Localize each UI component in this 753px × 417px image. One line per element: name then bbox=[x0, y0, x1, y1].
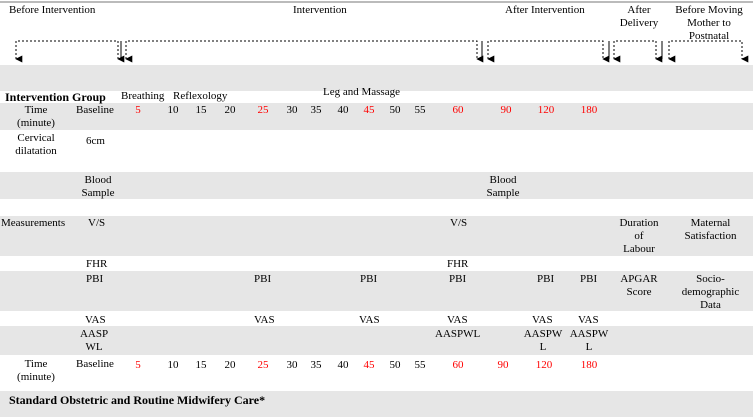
phase-after-intervention: After Intervention bbox=[505, 4, 585, 16]
time-label-bottom: Time (minute) bbox=[17, 358, 55, 383]
cervical-dilatation-value: 6cm bbox=[86, 135, 105, 147]
vs-60: V/S bbox=[450, 217, 468, 229]
time-point: 45 bbox=[363, 104, 375, 116]
time-point: 60 bbox=[452, 104, 464, 116]
duration-of-labour: Duration of Labour bbox=[619, 217, 659, 255]
aaspwl-180: AASPW L bbox=[569, 328, 609, 353]
time-point: 15 bbox=[195, 104, 207, 116]
aaspwl-120: AASPW L bbox=[523, 328, 563, 353]
time-point: 20 bbox=[224, 104, 236, 116]
blood-sample-baseline: Blood Sample bbox=[81, 174, 115, 199]
intervention-group-title: Intervention Group bbox=[5, 90, 106, 104]
time-point: 55 bbox=[414, 359, 426, 371]
socio-demographic-data: Socio- demographic Data bbox=[681, 273, 740, 311]
aaspwl-baseline: AASP WL bbox=[79, 328, 109, 353]
therapy-leg-massage: Leg and Massage bbox=[323, 86, 400, 98]
time-point: 120 bbox=[537, 104, 555, 116]
cervical-dilatation-label: Cervical dilatation bbox=[15, 132, 57, 157]
apgar-score: APGAR Score bbox=[620, 273, 658, 298]
time-point: 180 bbox=[580, 359, 598, 371]
vas-25: VAS bbox=[254, 314, 275, 326]
pbi-60: PBI bbox=[449, 273, 467, 285]
vas-baseline: VAS bbox=[85, 314, 106, 326]
baseline-bottom: Baseline bbox=[76, 358, 114, 370]
time-point: 40 bbox=[337, 104, 349, 116]
vas-120: VAS bbox=[532, 314, 553, 326]
vas-45: VAS bbox=[359, 314, 380, 326]
pbi-45: PBI bbox=[360, 273, 378, 285]
measurements-label: Measurements bbox=[1, 217, 66, 229]
arrow-after-delivery bbox=[614, 41, 656, 59]
time-point: 55 bbox=[414, 104, 426, 116]
time-point: 35 bbox=[310, 359, 322, 371]
time-point: 5 bbox=[135, 359, 141, 371]
vas-60: VAS bbox=[447, 314, 468, 326]
phase-after-delivery: After Delivery bbox=[619, 4, 659, 29]
pbi-baseline: PBI bbox=[86, 273, 104, 285]
time-point: 30 bbox=[286, 104, 298, 116]
time-point: 35 bbox=[310, 104, 322, 116]
maternal-satisfaction: Maternal Satisfaction bbox=[684, 217, 737, 242]
time-point: 180 bbox=[580, 104, 598, 116]
time-point: 120 bbox=[535, 359, 553, 371]
fhr-60: FHR bbox=[447, 258, 469, 270]
vas-180: VAS bbox=[578, 314, 599, 326]
time-point: 90 bbox=[500, 104, 512, 116]
control-group-title: Standard Obstetric and Routine Midwifery Care* bbox=[9, 393, 266, 407]
arrow-before-intervention bbox=[16, 41, 118, 59]
phase-before-intervention: Before Intervention bbox=[9, 4, 96, 16]
blood-sample-60: Blood Sample bbox=[486, 174, 520, 199]
pbi-180: PBI bbox=[580, 273, 598, 285]
pbi-120: PBI bbox=[537, 273, 555, 285]
time-point: 50 bbox=[389, 104, 401, 116]
time-point: 25 bbox=[257, 359, 269, 371]
time-point: 30 bbox=[286, 359, 298, 371]
time-point: 90 bbox=[497, 359, 509, 371]
time-point: 10 bbox=[167, 104, 179, 116]
arrow-after-intervention bbox=[488, 41, 603, 59]
fhr-baseline: FHR bbox=[86, 258, 108, 270]
therapy-reflexology: Reflexology bbox=[173, 90, 228, 102]
time-point: 20 bbox=[224, 359, 236, 371]
time-point: 25 bbox=[257, 104, 269, 116]
aaspwl-60: AASPWL bbox=[435, 328, 481, 340]
arrow-intervention bbox=[126, 41, 477, 59]
time-point: 45 bbox=[363, 359, 375, 371]
time-point: 50 bbox=[389, 359, 401, 371]
time-label-top: Time (minute) bbox=[17, 104, 55, 129]
phase-before-moving: Before Moving Mother to Postnatal bbox=[675, 4, 743, 42]
time-point: 10 bbox=[167, 359, 179, 371]
time-point: 60 bbox=[452, 359, 464, 371]
therapy-breathing: Breathing bbox=[121, 90, 165, 102]
pbi-25: PBI bbox=[254, 273, 272, 285]
time-point: 40 bbox=[337, 359, 349, 371]
time-point: 5 bbox=[135, 104, 141, 116]
time-point: 15 bbox=[195, 359, 207, 371]
arrow-before-moving bbox=[669, 41, 742, 59]
baseline-top: Baseline bbox=[76, 104, 114, 116]
vs-baseline: V/S bbox=[88, 217, 106, 229]
phase-intervention: Intervention bbox=[293, 4, 347, 16]
